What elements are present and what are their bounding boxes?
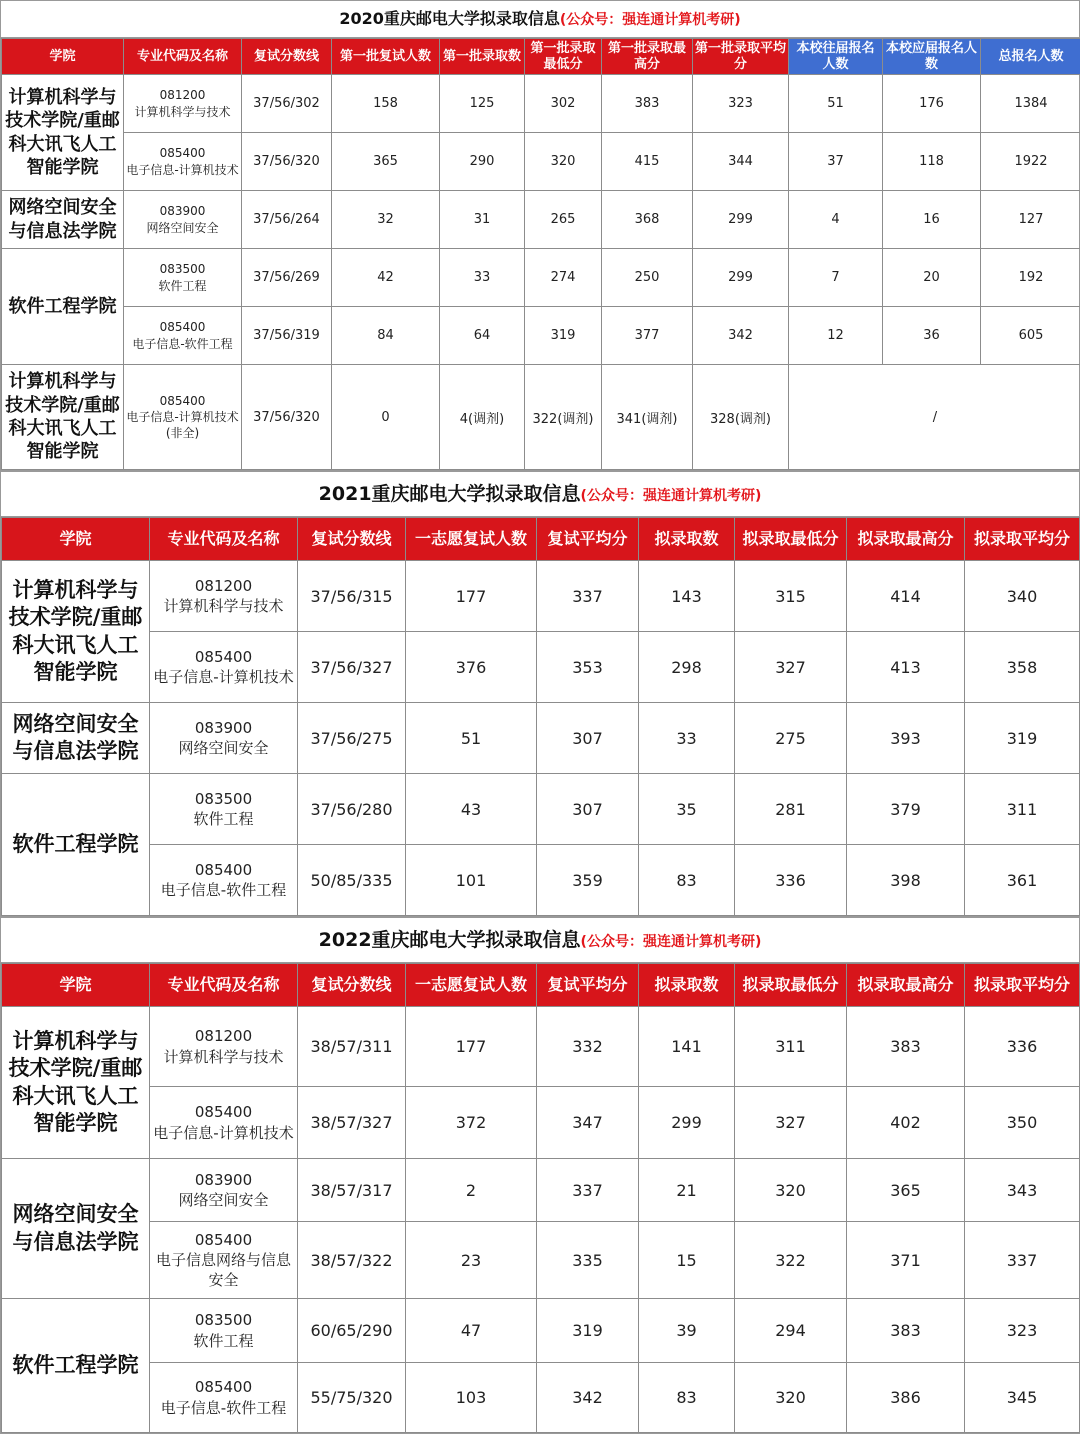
cell: 275 xyxy=(735,703,847,774)
cell: 302 xyxy=(525,75,602,133)
cell: 12 xyxy=(789,307,883,365)
major-cell: 083500 软件工程 xyxy=(150,774,298,845)
header-cell: 拟录取最低分 xyxy=(735,518,847,561)
major-cell: 083900 网络空间安全 xyxy=(124,191,242,249)
cell: 37/56/320 xyxy=(242,365,332,470)
cell: 393 xyxy=(847,703,965,774)
header-cell: 拟录取最低分 xyxy=(735,964,847,1007)
cell: 377 xyxy=(602,307,693,365)
section-title-2021: 2021重庆邮电大学拟录取信息(公众号：强连通计算机考研) xyxy=(1,472,1079,517)
cell: 1384 xyxy=(981,75,1080,133)
cell: 320 xyxy=(735,1159,847,1222)
table-header-row xyxy=(2,518,1080,561)
header-cell: 复试分数线 xyxy=(298,964,406,1007)
admission-table-2022 xyxy=(1,963,1080,1433)
cell: 337 xyxy=(537,561,639,632)
section-2020 xyxy=(0,0,1080,471)
college-cell: 计算机科学与技术学院/重邮科大讯飞人工智能学院 xyxy=(2,75,124,191)
table-row xyxy=(2,774,1080,845)
cell: 38/57/327 xyxy=(298,1087,406,1159)
cell: 298 xyxy=(639,632,735,703)
college-cell: 软件工程学院 xyxy=(2,1299,150,1433)
cell: 311 xyxy=(965,774,1080,845)
cell: 37/56/269 xyxy=(242,249,332,307)
cell: 368 xyxy=(602,191,693,249)
cell: 177 xyxy=(406,561,537,632)
cell: 402 xyxy=(847,1087,965,1159)
cell: 345 xyxy=(965,1363,1080,1433)
header-cell: 第一批录取最低分 xyxy=(525,39,602,75)
header-cell: 学院 xyxy=(2,964,150,1007)
cell: 50/85/335 xyxy=(298,845,406,916)
cell: 372 xyxy=(406,1087,537,1159)
table-row xyxy=(2,133,1080,191)
header-cell: 拟录取最高分 xyxy=(847,964,965,1007)
header-cell: 一志愿复试人数 xyxy=(406,518,537,561)
cell: 83 xyxy=(639,845,735,916)
college-cell: 网络空间安全与信息法学院 xyxy=(2,1159,150,1299)
cell: 319 xyxy=(525,307,602,365)
table-row xyxy=(2,1159,1080,1222)
cell: 37/56/275 xyxy=(298,703,406,774)
cell: 358 xyxy=(965,632,1080,703)
college-cell: 软件工程学院 xyxy=(2,249,124,365)
cell: 15 xyxy=(639,1222,735,1299)
cell: 0 xyxy=(332,365,440,470)
header-cell: 复试平均分 xyxy=(537,518,639,561)
cell: 315 xyxy=(735,561,847,632)
header-cell: 本校往届报名人数 xyxy=(789,39,883,75)
cell: 383 xyxy=(602,75,693,133)
cell: 341(调剂) xyxy=(602,365,693,470)
cell: 176 xyxy=(883,75,981,133)
table-row xyxy=(2,561,1080,632)
cell: 337 xyxy=(537,1159,639,1222)
cell: 311 xyxy=(735,1007,847,1087)
table-row xyxy=(2,1363,1080,1433)
cell: 127 xyxy=(981,191,1080,249)
cell: 328(调剂) xyxy=(693,365,789,470)
major-cell: 085400 电子信息-软件工程 xyxy=(150,1363,298,1433)
cell: 323 xyxy=(693,75,789,133)
cell: 320 xyxy=(735,1363,847,1433)
header-cell: 专业代码及名称 xyxy=(150,964,298,1007)
cell: 299 xyxy=(639,1087,735,1159)
header-cell: 第一批录取平均分 xyxy=(693,39,789,75)
cell: 359 xyxy=(537,845,639,916)
cell: 47 xyxy=(406,1299,537,1363)
cell: 376 xyxy=(406,632,537,703)
cell: 33 xyxy=(639,703,735,774)
header-cell: 第一批复试人数 xyxy=(332,39,440,75)
cell: 337 xyxy=(965,1222,1080,1299)
major-cell: 085400 电子信息-软件工程 xyxy=(150,845,298,916)
cell: 177 xyxy=(406,1007,537,1087)
cell: 118 xyxy=(883,133,981,191)
header-cell: 专业代码及名称 xyxy=(150,518,298,561)
section-title-2020: 2020重庆邮电大学拟录取信息(公众号：强连通计算机考研) xyxy=(1,1,1079,38)
section-2022 xyxy=(0,917,1080,1434)
cell: 299 xyxy=(693,191,789,249)
cell: 335 xyxy=(537,1222,639,1299)
cell: 143 xyxy=(639,561,735,632)
table-header-row xyxy=(2,39,1080,75)
cell: 37 xyxy=(789,133,883,191)
cell: 379 xyxy=(847,774,965,845)
table-row xyxy=(2,1007,1080,1087)
cell: 307 xyxy=(537,774,639,845)
section-2021 xyxy=(0,471,1080,917)
cell: 21 xyxy=(639,1159,735,1222)
header-cell: 本校应届报名人数 xyxy=(883,39,981,75)
table-row xyxy=(2,307,1080,365)
college-cell: 软件工程学院 xyxy=(2,774,150,916)
cell: 332 xyxy=(537,1007,639,1087)
cell: 353 xyxy=(537,632,639,703)
cell: 294 xyxy=(735,1299,847,1363)
cell: 365 xyxy=(332,133,440,191)
cell: 414 xyxy=(847,561,965,632)
table-row xyxy=(2,75,1080,133)
cell: 605 xyxy=(981,307,1080,365)
header-cell: 一志愿复试人数 xyxy=(406,964,537,1007)
cell: 158 xyxy=(332,75,440,133)
header-cell: 第一批录取数 xyxy=(440,39,525,75)
major-cell: 085400 电子信息-计算机技术 xyxy=(124,133,242,191)
cell: 38/57/311 xyxy=(298,1007,406,1087)
cell: 2 xyxy=(406,1159,537,1222)
cell: 31 xyxy=(440,191,525,249)
cell: 336 xyxy=(965,1007,1080,1087)
cell: 265 xyxy=(525,191,602,249)
cell: 60/65/290 xyxy=(298,1299,406,1363)
header-cell: 总报名人数 xyxy=(981,39,1080,75)
college-cell: 网络空间安全与信息法学院 xyxy=(2,703,150,774)
cell: 1922 xyxy=(981,133,1080,191)
cell: 32 xyxy=(332,191,440,249)
cell: 250 xyxy=(602,249,693,307)
header-cell: 拟录取最高分 xyxy=(847,518,965,561)
cell: 336 xyxy=(735,845,847,916)
table-row xyxy=(2,1087,1080,1159)
cell: 4(调剂) xyxy=(440,365,525,470)
cell: 365 xyxy=(847,1159,965,1222)
header-cell: 学院 xyxy=(2,518,150,561)
table-row xyxy=(2,1299,1080,1363)
cell: 37/56/280 xyxy=(298,774,406,845)
table-row xyxy=(2,1222,1080,1299)
cell: 7 xyxy=(789,249,883,307)
cell: 342 xyxy=(537,1363,639,1433)
cell: 307 xyxy=(537,703,639,774)
header-cell: 复试分数线 xyxy=(242,39,332,75)
major-cell: 081200 计算机科学与技术 xyxy=(150,1007,298,1087)
table-row xyxy=(2,191,1080,249)
cell: 16 xyxy=(883,191,981,249)
cell: 320 xyxy=(525,133,602,191)
cell: 290 xyxy=(440,133,525,191)
cell: 344 xyxy=(693,133,789,191)
cell: 23 xyxy=(406,1222,537,1299)
cell: 55/75/320 xyxy=(298,1363,406,1433)
cell: 38/57/317 xyxy=(298,1159,406,1222)
cell: 327 xyxy=(735,632,847,703)
cell: 51 xyxy=(789,75,883,133)
major-cell: 085400 电子信息-计算机技术(非全) xyxy=(124,365,242,470)
cell: 37/56/320 xyxy=(242,133,332,191)
major-cell: 085400 电子信息-计算机技术 xyxy=(150,632,298,703)
admission-table-2021 xyxy=(1,517,1080,916)
cell: 274 xyxy=(525,249,602,307)
major-cell: 083500 软件工程 xyxy=(150,1299,298,1363)
cell: 101 xyxy=(406,845,537,916)
header-cell: 拟录取数 xyxy=(639,964,735,1007)
cell: 141 xyxy=(639,1007,735,1087)
header-cell: 学院 xyxy=(2,39,124,75)
header-cell: 专业代码及名称 xyxy=(124,39,242,75)
cell: 33 xyxy=(440,249,525,307)
major-cell: 083900 网络空间安全 xyxy=(150,1159,298,1222)
major-cell: 085400 电子信息-计算机技术 xyxy=(150,1087,298,1159)
cell: 281 xyxy=(735,774,847,845)
cell: 37/56/319 xyxy=(242,307,332,365)
college-cell: 计算机科学与技术学院/重邮科大讯飞人工智能学院 xyxy=(2,561,150,703)
table-row xyxy=(2,365,1080,470)
header-cell: 第一批录取最高分 xyxy=(602,39,693,75)
cell: 415 xyxy=(602,133,693,191)
cell: 413 xyxy=(847,632,965,703)
cell: / xyxy=(789,365,1080,470)
cell: 398 xyxy=(847,845,965,916)
cell: 322 xyxy=(735,1222,847,1299)
cell: 386 xyxy=(847,1363,965,1433)
header-cell: 拟录取数 xyxy=(639,518,735,561)
cell: 39 xyxy=(639,1299,735,1363)
cell: 36 xyxy=(883,307,981,365)
cell: 343 xyxy=(965,1159,1080,1222)
cell: 361 xyxy=(965,845,1080,916)
major-cell: 085400 电子信息网络与信息安全 xyxy=(150,1222,298,1299)
cell: 340 xyxy=(965,561,1080,632)
cell: 342 xyxy=(693,307,789,365)
cell: 37/56/302 xyxy=(242,75,332,133)
cell: 371 xyxy=(847,1222,965,1299)
college-cell: 计算机科学与技术学院/重邮科大讯飞人工智能学院 xyxy=(2,365,124,470)
cell: 322(调剂) xyxy=(525,365,602,470)
section-title-2022: 2022重庆邮电大学拟录取信息(公众号：强连通计算机考研) xyxy=(1,918,1079,963)
cell: 347 xyxy=(537,1087,639,1159)
header-cell: 复试平均分 xyxy=(537,964,639,1007)
college-cell: 网络空间安全与信息法学院 xyxy=(2,191,124,249)
major-cell: 085400 电子信息-软件工程 xyxy=(124,307,242,365)
cell: 20 xyxy=(883,249,981,307)
cell: 103 xyxy=(406,1363,537,1433)
cell: 42 xyxy=(332,249,440,307)
table-row xyxy=(2,249,1080,307)
cell: 51 xyxy=(406,703,537,774)
cell: 350 xyxy=(965,1087,1080,1159)
cell: 383 xyxy=(847,1007,965,1087)
header-cell: 复试分数线 xyxy=(298,518,406,561)
cell: 83 xyxy=(639,1363,735,1433)
cell: 323 xyxy=(965,1299,1080,1363)
cell: 319 xyxy=(965,703,1080,774)
cell: 43 xyxy=(406,774,537,845)
college-cell: 计算机科学与技术学院/重邮科大讯飞人工智能学院 xyxy=(2,1007,150,1159)
header-cell: 拟录取平均分 xyxy=(965,964,1080,1007)
cell: 84 xyxy=(332,307,440,365)
admission-table-2020 xyxy=(1,38,1080,470)
cell: 4 xyxy=(789,191,883,249)
cell: 327 xyxy=(735,1087,847,1159)
table-row xyxy=(2,703,1080,774)
table-row xyxy=(2,632,1080,703)
header-cell: 拟录取平均分 xyxy=(965,518,1080,561)
major-cell: 081200 计算机科学与技术 xyxy=(150,561,298,632)
cell: 192 xyxy=(981,249,1080,307)
cell: 37/56/315 xyxy=(298,561,406,632)
cell: 35 xyxy=(639,774,735,845)
table-row xyxy=(2,845,1080,916)
cell: 383 xyxy=(847,1299,965,1363)
cell: 319 xyxy=(537,1299,639,1363)
major-cell: 083900 网络空间安全 xyxy=(150,703,298,774)
table-header-row xyxy=(2,964,1080,1007)
cell: 38/57/322 xyxy=(298,1222,406,1299)
cell: 64 xyxy=(440,307,525,365)
cell: 299 xyxy=(693,249,789,307)
cell: 37/56/327 xyxy=(298,632,406,703)
cell: 37/56/264 xyxy=(242,191,332,249)
major-cell: 081200 计算机科学与技术 xyxy=(124,75,242,133)
cell: 125 xyxy=(440,75,525,133)
major-cell: 083500 软件工程 xyxy=(124,249,242,307)
